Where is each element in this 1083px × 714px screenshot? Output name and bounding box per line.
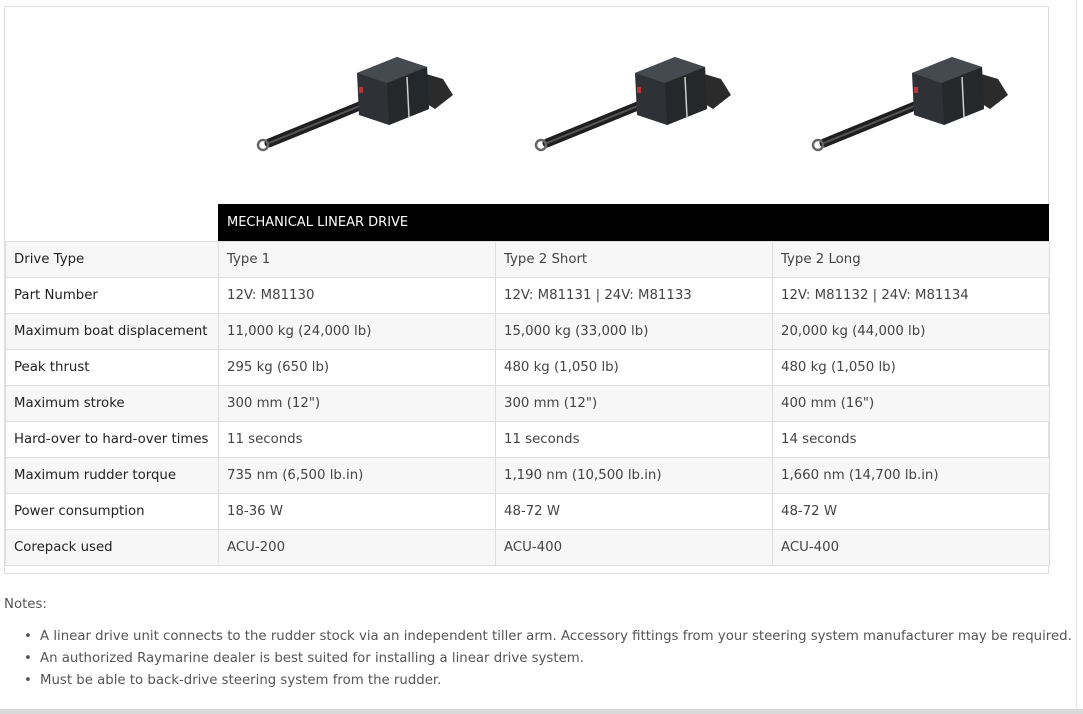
table-row xyxy=(6,422,1050,458)
note-item: • An authorized Raymarine dealer is best suited for installing a linear drive system. xyxy=(22,648,1072,670)
table-cell: 18-36 W xyxy=(219,494,496,530)
table-cell: 14 seconds xyxy=(773,422,1050,458)
linear-drive-actuator-icon xyxy=(802,47,1022,177)
page-side-rule xyxy=(1076,0,1077,709)
table-cell: 300 mm (12") xyxy=(496,386,773,422)
table-row xyxy=(6,458,1050,494)
row-label: Part Number xyxy=(6,278,219,314)
row-label: Maximum boat displacement xyxy=(6,314,219,350)
table-cell: 12V: M81131 | 24V: M81133 xyxy=(496,278,773,314)
row-label: Maximum rudder torque xyxy=(6,458,219,494)
table-row xyxy=(6,350,1050,386)
table-cell: 480 kg (1,050 lb) xyxy=(773,350,1050,386)
table-cell: 11,000 kg (24,000 lb) xyxy=(219,314,496,350)
table-cell: Type 2 Short xyxy=(496,242,773,278)
table-row xyxy=(6,530,1050,566)
table-cell: Type 1 xyxy=(219,242,496,278)
table-cell: ACU-400 xyxy=(773,530,1050,566)
table-cell: 735 nm (6,500 lb.in) xyxy=(219,458,496,494)
spec-table xyxy=(5,241,1050,566)
table-row xyxy=(6,494,1050,530)
notes-title: Notes: xyxy=(4,597,47,612)
linear-drive-actuator-icon xyxy=(525,47,745,177)
table-row xyxy=(6,314,1050,350)
table-cell: 300 mm (12") xyxy=(219,386,496,422)
table-cell: Type 2 Long xyxy=(773,242,1050,278)
row-label: Corepack used xyxy=(6,530,219,566)
note-item: • Must be able to back-drive steering system from the rudder. xyxy=(22,670,1072,692)
table-cell: ACU-400 xyxy=(496,530,773,566)
table-cell: 295 kg (650 lb) xyxy=(219,350,496,386)
table-cell: 12V: M81132 | 24V: M81134 xyxy=(773,278,1050,314)
table-cell: 48-72 W xyxy=(496,494,773,530)
table-cell: 20,000 kg (44,000 lb) xyxy=(773,314,1050,350)
row-label: Peak thrust xyxy=(6,350,219,386)
linear-drive-actuator-icon xyxy=(247,47,467,177)
table-cell: 11 seconds xyxy=(219,422,496,458)
notes-list xyxy=(22,626,1072,692)
row-label: Hard-over to hard-over times xyxy=(6,422,219,458)
table-header-title: MECHANICAL LINEAR DRIVE xyxy=(218,204,1049,241)
table-cell: 400 mm (16") xyxy=(773,386,1050,422)
product-image-row xyxy=(5,7,1048,205)
page-bottom-rule xyxy=(0,709,1083,714)
row-label: Power consumption xyxy=(6,494,219,530)
table-cell: ACU-200 xyxy=(219,530,496,566)
table-row xyxy=(6,242,1050,278)
table-cell: 1,660 nm (14,700 lb.in) xyxy=(773,458,1050,494)
row-label: Drive Type xyxy=(6,242,219,278)
table-cell: 48-72 W xyxy=(773,494,1050,530)
row-label: Maximum stroke xyxy=(6,386,219,422)
note-item: • A linear drive unit connects to the rudder stock via an independent tiller arm. Accessory fittings from your steering system manufacturer may be required. xyxy=(22,626,1072,648)
table-row xyxy=(6,386,1050,422)
table-row xyxy=(6,278,1050,314)
table-cell: 1,190 nm (10,500 lb.in) xyxy=(496,458,773,494)
spec-table-container xyxy=(4,6,1049,574)
table-cell: 480 kg (1,050 lb) xyxy=(496,350,773,386)
table-cell: 12V: M81130 xyxy=(219,278,496,314)
table-cell: 11 seconds xyxy=(496,422,773,458)
table-cell: 15,000 kg (33,000 lb) xyxy=(496,314,773,350)
